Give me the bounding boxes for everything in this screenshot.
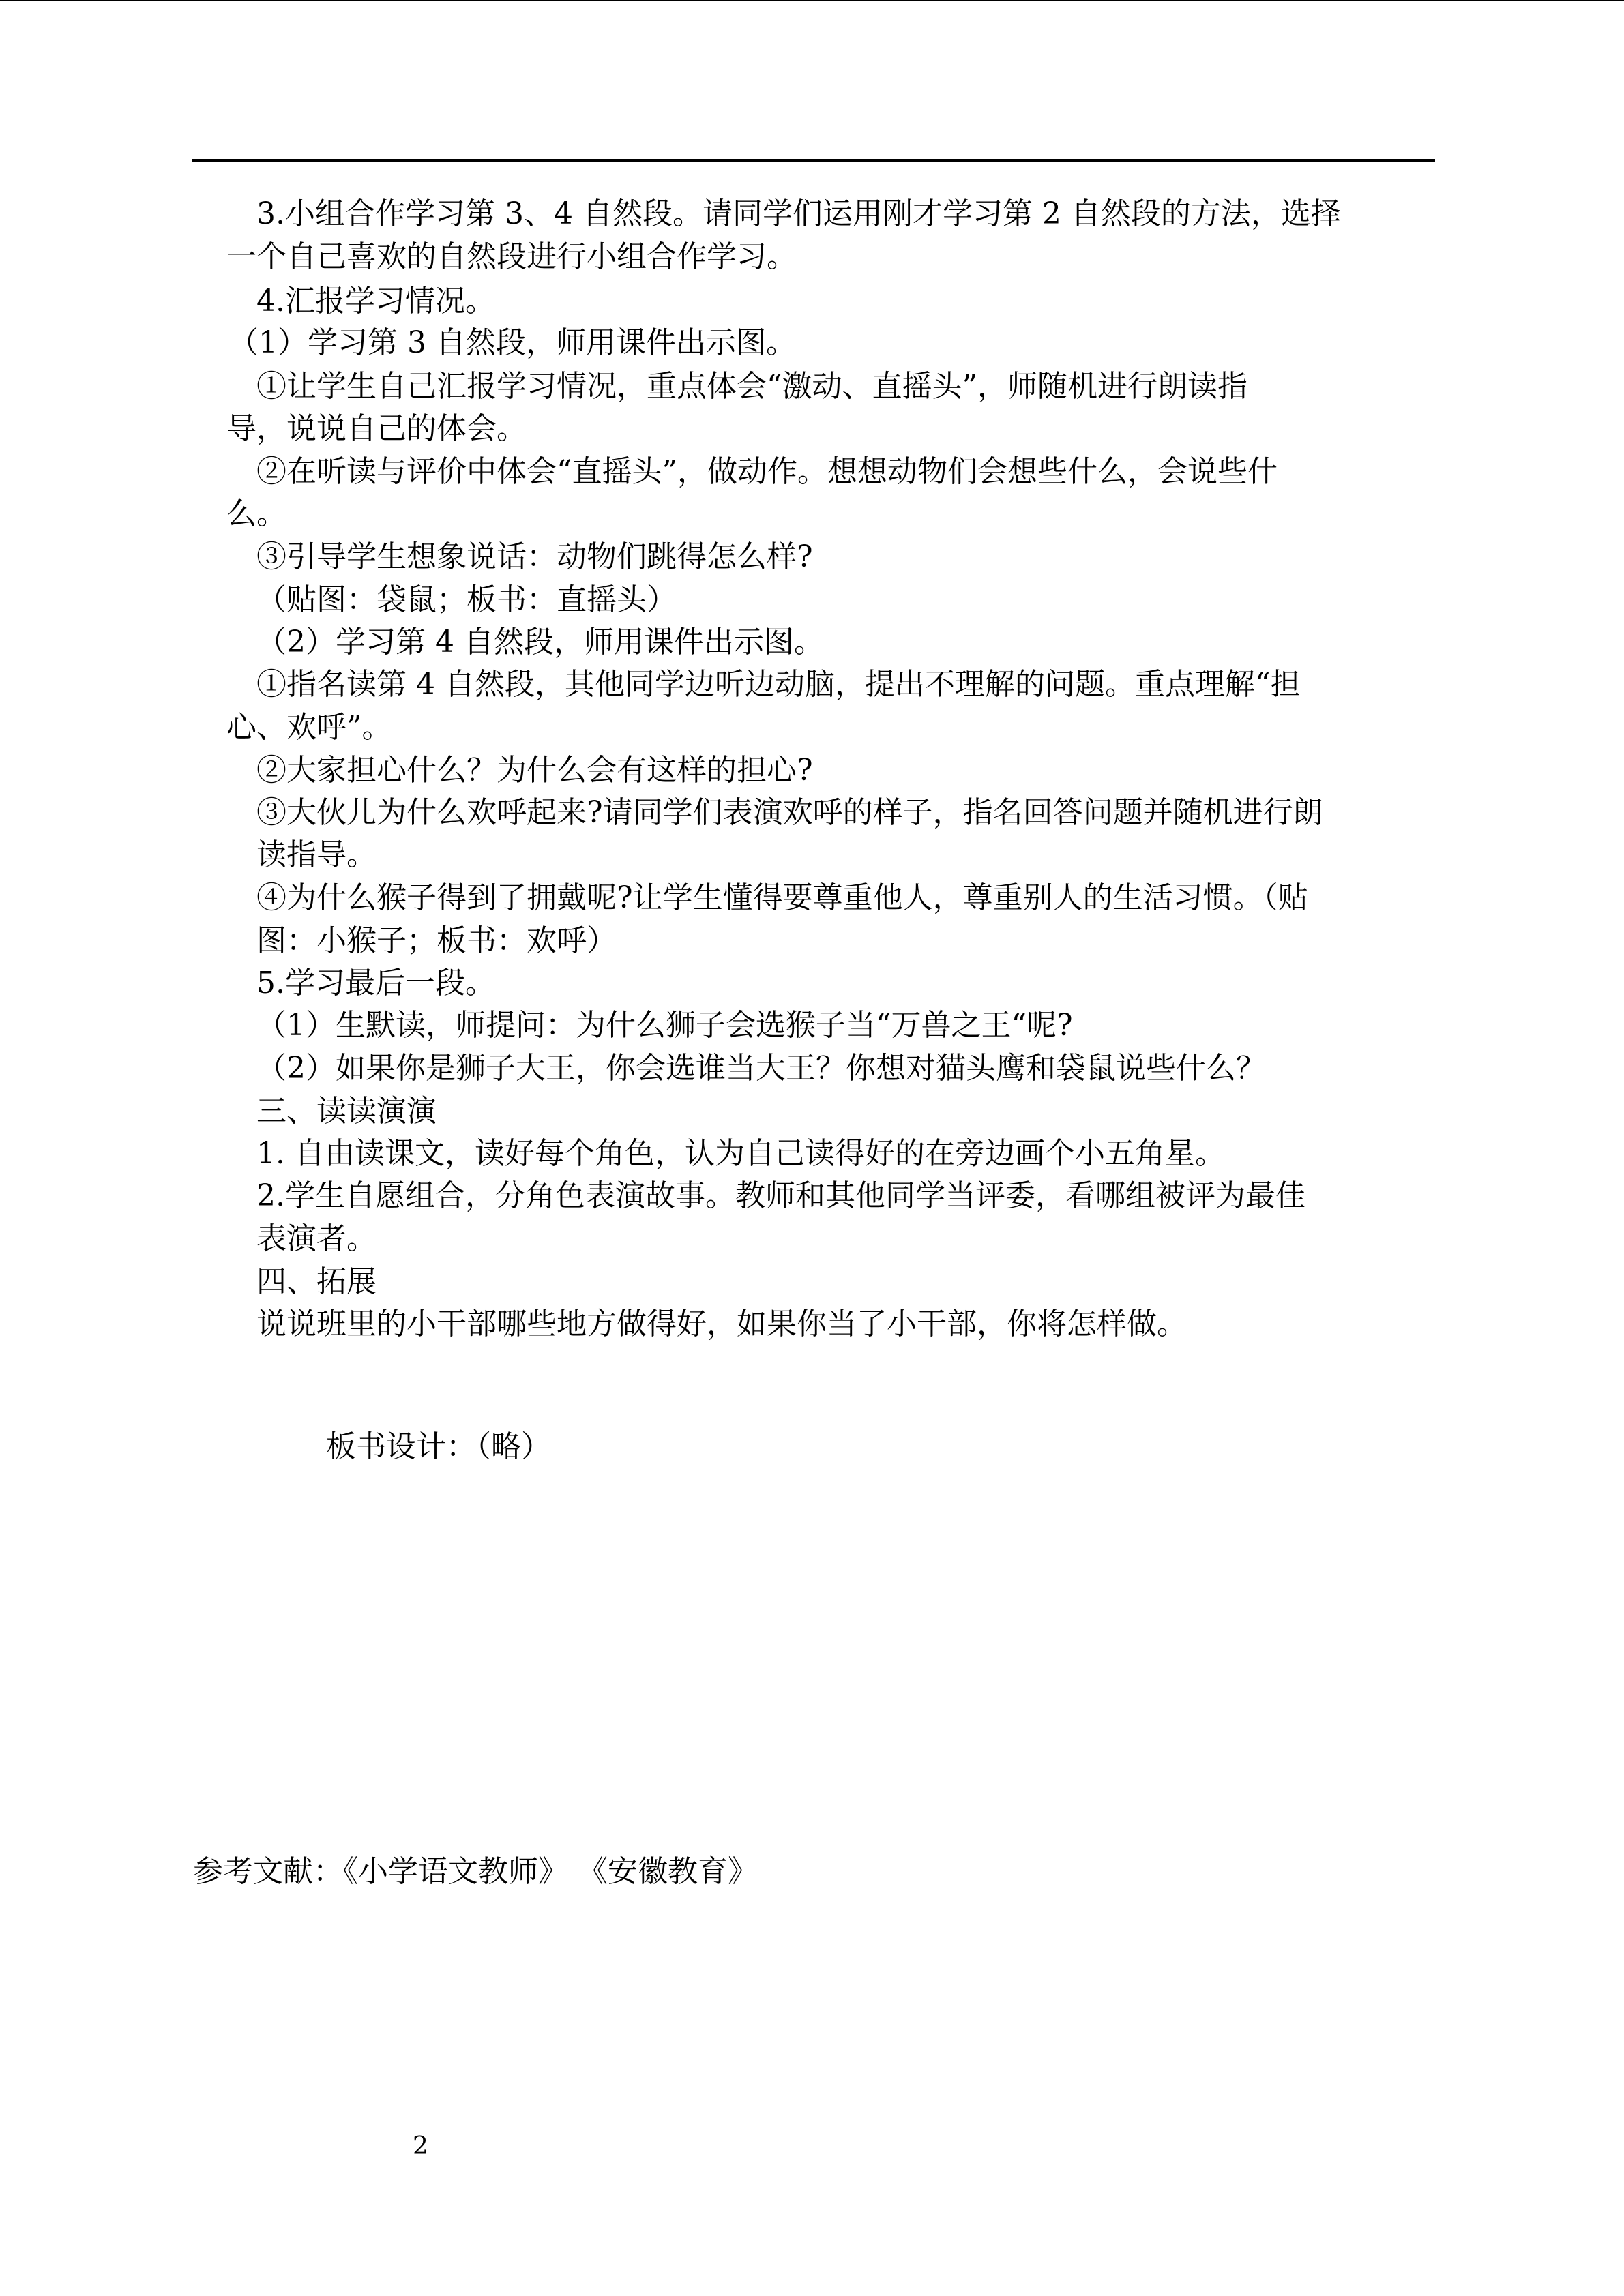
paragraph-line: 读指导。 (256, 837, 377, 872)
section-heading: 四、拓展 (256, 1264, 377, 1299)
paragraph-line: 3.小组合作学习第 3、4 自然段。请同学们运用刚才学习第 2 自然段的方法，选择 (256, 196, 1341, 231)
paragraph-line: ①指名读第 4 自然段，其他同学边听边动脑，提出不理解的问题。重点理解“担 (256, 667, 1301, 702)
page-number: 2 (413, 2132, 428, 2160)
paragraph-line: 1. 自由读课文，读好每个角色，认为自己读得好的在旁边画个小五角星。 (256, 1136, 1225, 1171)
board-design-note: 板书设计：（略） (326, 1429, 551, 1464)
header-rule (192, 159, 1435, 162)
paragraph-line: 么。 (226, 496, 286, 531)
paragraph-line: （1）生默读，师提问：为什么狮子会选猴子当“万兽之王“呢? (256, 1008, 1073, 1043)
references: 参考文献：《小学语文教师》 《安徽教育》 (193, 1854, 758, 1889)
paragraph-line: 4.汇报学习情况。 (256, 284, 495, 318)
paragraph-line: （1）学习第 3 自然段，师用课件出示图。 (228, 325, 796, 360)
paragraph-line: ④为什么猴子得到了拥戴呢?让学生懂得要尊重他人，尊重别人的生活习惯。（贴 (256, 880, 1308, 915)
paragraph-line: 表演者。 (256, 1221, 377, 1256)
paragraph-line: （贴图：袋鼠；板书：直摇头） (256, 582, 677, 617)
paragraph-line: 说说班里的小干部哪些地方做得好，如果你当了小干部，你将怎样做。 (256, 1307, 1187, 1341)
page-top-border (0, 0, 1624, 1)
paragraph-line: ①让学生自己汇报学习情况，重点体会“激动、直摇头”，师随机进行朗读指 (256, 369, 1247, 404)
paragraph-line: 一个自己喜欢的自然段进行小组合作学习。 (226, 239, 797, 274)
paragraph-line: 图：小猴子；板书：欢呼） (256, 923, 617, 958)
paragraph-line: （2）如果你是狮子大王，你会选谁当大王？你想对猫头鹰和袋鼠说些什么？ (256, 1051, 1266, 1086)
paragraph-line: 2.学生自愿组合，分角色表演故事。教师和其他同学当评委，看哪组被评为最佳 (256, 1178, 1305, 1213)
paragraph-line: 心、欢呼”。 (226, 710, 392, 745)
paragraph-line: （2）学习第 4 自然段，师用课件出示图。 (256, 625, 824, 659)
paragraph-line: ③引导学生想象说话：动物们跳得怎么样? (256, 539, 813, 574)
paragraph-line: ③大伙儿为什么欢呼起来?请同学们表演欢呼的样子，指名回答问题并随机进行朗 (256, 795, 1323, 830)
paragraph-line: ②大家担心什么？为什么会有这样的担心? (256, 753, 813, 788)
paragraph-line: 导，说说自己的体会。 (226, 411, 527, 446)
section-heading: 三、读读演演 (256, 1094, 437, 1129)
paragraph-line: 5.学习最后一段。 (256, 966, 495, 1000)
paragraph-line: ②在听读与评价中体会“直摇头”，做动作。想想动物们会想些什么，会说些什 (256, 454, 1278, 489)
